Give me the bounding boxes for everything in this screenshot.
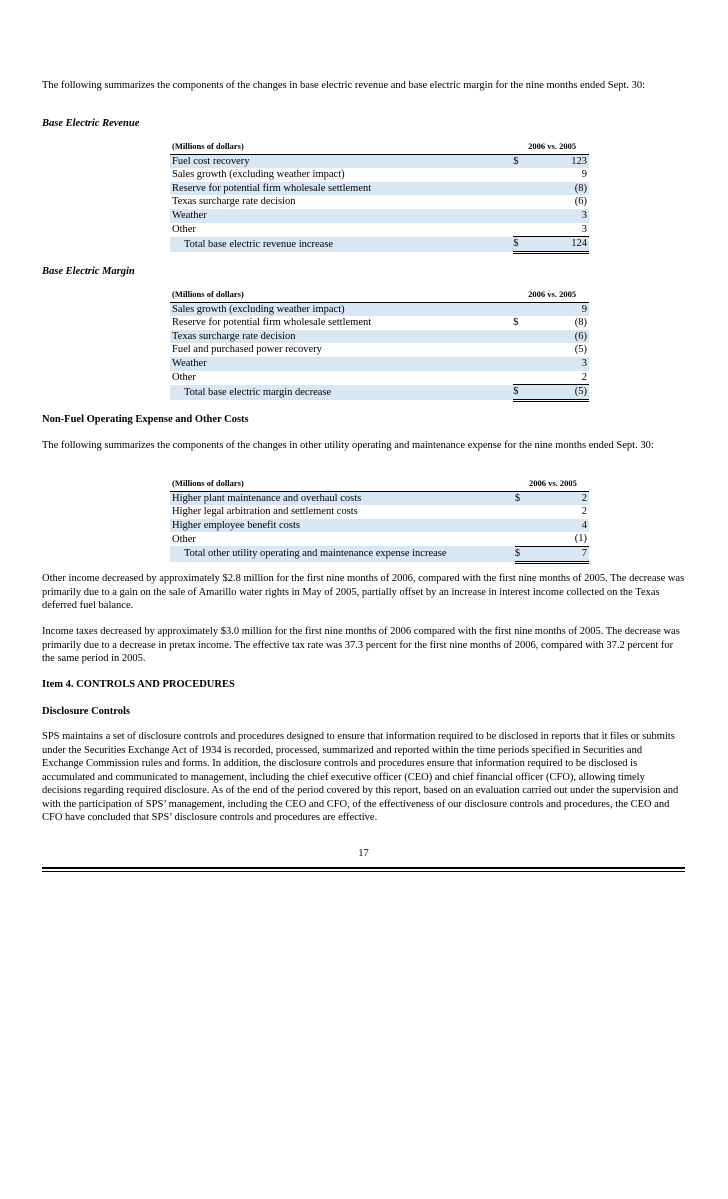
row-value: (6) [574, 196, 587, 208]
total-currency: $ [513, 237, 527, 253]
row-value: 9 [581, 169, 587, 181]
margin-heading: Base Electric Margin [42, 266, 135, 277]
table-row [170, 371, 589, 385]
row-currency [513, 195, 527, 209]
row-value: 4 [528, 519, 589, 533]
row-currency: $ [513, 154, 527, 168]
row-value: 2 [528, 491, 589, 505]
row-currency [513, 209, 527, 223]
row-value: 3 [581, 223, 587, 235]
total-currency: $ [515, 546, 528, 562]
row-currency [513, 223, 527, 237]
row-label: Other [172, 533, 196, 545]
row-label: Weather [170, 357, 513, 371]
table-row [170, 519, 589, 533]
row-label: Higher plant maintenance and overhaul costs [170, 491, 515, 505]
row-label: Sales growth (excluding weather impact) [170, 302, 513, 316]
row-label: Reserve for potential firm wholesale settlement [170, 182, 513, 196]
table-total-row [170, 546, 589, 562]
total-currency: $ [513, 385, 527, 401]
revenue-table [170, 140, 589, 254]
row-value: 2 [581, 506, 587, 518]
page-number: 17 [358, 848, 369, 859]
row-value: (8) [527, 182, 589, 196]
disclosure-controls-paragraph: SPS maintains a set of disclosure controls and procedures designed to ensure that information required to be disclosed in reports that it files or submits under the Securities Exchange Act of 1934 is recorded, processed, summarized and reported within the time periods specified in Securities and Exchange Commission rules and forms. In addition, the disclosure controls and procedures ensure that information required to be disclosed is accumulated and communicated to management, including the chief executive officer (CEO) and chief financial officer (CFO), allowing timely decisions regarding required disclosure. As of the end of the period covered by this report, based on an evaluation carried out under the supervision and with the participation of SPS’ management, including the CEO and CFO, of the effectiveness of our disclosure controls and procedures, the CEO and CFO have concluded that SPS’ disclosure controls and procedures are effective. [42, 731, 679, 823]
table-row [170, 491, 589, 505]
table-header-row [170, 140, 589, 154]
total-value: 7 [528, 546, 589, 562]
revenue-heading: Base Electric Revenue [42, 118, 140, 129]
row-label: Weather [170, 209, 513, 223]
table-total-row [170, 237, 589, 253]
table-row [170, 343, 589, 357]
column-label: (Millions of dollars) [170, 140, 513, 154]
page-footer-rule [42, 867, 685, 869]
table-row [170, 209, 589, 223]
row-label: Reserve for potential firm wholesale settlement [172, 317, 372, 329]
column-header: 2006 vs. 2005 [515, 477, 589, 491]
row-label: Higher employee benefit costs [170, 519, 515, 533]
table-row [170, 505, 589, 519]
row-label: Higher legal arbitration and settlement costs [172, 506, 358, 518]
column-label: (Millions of dollars) [170, 288, 513, 302]
total-label: Total base electric margin decrease [170, 385, 513, 401]
row-currency [513, 168, 527, 182]
intro-paragraph: The following summarizes the components of the changes in base electric revenue and base electric margin for the nine months ended Sept. 30: [42, 80, 646, 91]
row-currency [515, 519, 528, 533]
row-currency [513, 302, 527, 316]
row-value: 123 [527, 154, 589, 168]
income-taxes-paragraph: Income taxes decreased by approximately $3.0 million for the first nine months of 2006 compared with the first nine months of 2005. The decrease was primarily due to a decrease in pretax income. The effective tax rate was 37.3 percent for the first nine months of 2006, compared with 37.2 percent for the same period in 2005. [42, 626, 680, 664]
row-currency: $ [515, 491, 528, 505]
total-label: Total base electric revenue increase [170, 237, 513, 253]
total-label: Total other utility operating and maintenance expense increase [170, 546, 515, 562]
table-header-row [170, 477, 589, 491]
disclosure-controls-heading: Disclosure Controls [42, 706, 130, 717]
margin-table [170, 288, 589, 402]
row-value: 2 [581, 371, 587, 383]
table-row [170, 532, 589, 546]
row-currency [513, 371, 527, 385]
row-value: 3 [527, 357, 589, 371]
table-row [170, 223, 589, 237]
row-value: (5) [574, 344, 587, 356]
row-currency [513, 330, 527, 344]
table-row [170, 316, 589, 330]
row-currency [513, 357, 527, 371]
table-header-row [170, 288, 589, 302]
column-label: (Millions of dollars) [170, 477, 515, 491]
column-header: 2006 vs. 2005 [513, 288, 589, 302]
table-row [170, 154, 589, 168]
row-label: Texas surcharge rate decision [170, 330, 513, 344]
table-row [170, 195, 589, 209]
row-value: (6) [527, 330, 589, 344]
row-currency [513, 343, 527, 357]
row-currency: $ [513, 317, 519, 329]
table-row [170, 357, 589, 371]
row-value: (8) [574, 317, 587, 329]
table-row [170, 182, 589, 196]
row-currency [513, 182, 527, 196]
row-currency [515, 505, 528, 519]
row-label: Other [172, 371, 196, 383]
row-value: 9 [527, 302, 589, 316]
other-income-paragraph: Other income decreased by approximately $2.8 million for the first nine months of 2006, compared with the first nine months of 2005. The decrease was primarily due to a gain on the sale of Amarillo water rights in May of 2005, partially offset by an increase in interest income collected on the Texas deferred fuel balance. [42, 573, 685, 611]
nonfuel-intro-paragraph: The following summarizes the components of the changes in other utility operating and maintenance expense for the nine months ended Sept. 30: [42, 440, 654, 451]
item4-heading: Item 4. CONTROLS AND PROCEDURES [42, 679, 235, 690]
page-footer-rule-thin [42, 871, 685, 872]
column-header: 2006 vs. 2005 [513, 140, 589, 154]
total-value: 124 [527, 237, 589, 253]
row-value: 3 [527, 209, 589, 223]
row-value: (1) [574, 533, 587, 545]
row-label: Texas surcharge rate decision [172, 196, 296, 208]
row-currency [515, 532, 528, 546]
table-row [170, 168, 589, 182]
row-label: Other [172, 223, 196, 235]
table-row [170, 330, 589, 344]
row-label: Sales growth (excluding weather impact) [172, 169, 345, 181]
row-label: Fuel and purchased power recovery [172, 344, 322, 356]
total-value: (5) [527, 385, 589, 401]
nonfuel-heading: Non-Fuel Operating Expense and Other Costs [42, 414, 249, 425]
table-total-row [170, 385, 589, 401]
row-label: Fuel cost recovery [170, 154, 513, 168]
om-expense-table [170, 477, 589, 564]
table-row [170, 302, 589, 316]
